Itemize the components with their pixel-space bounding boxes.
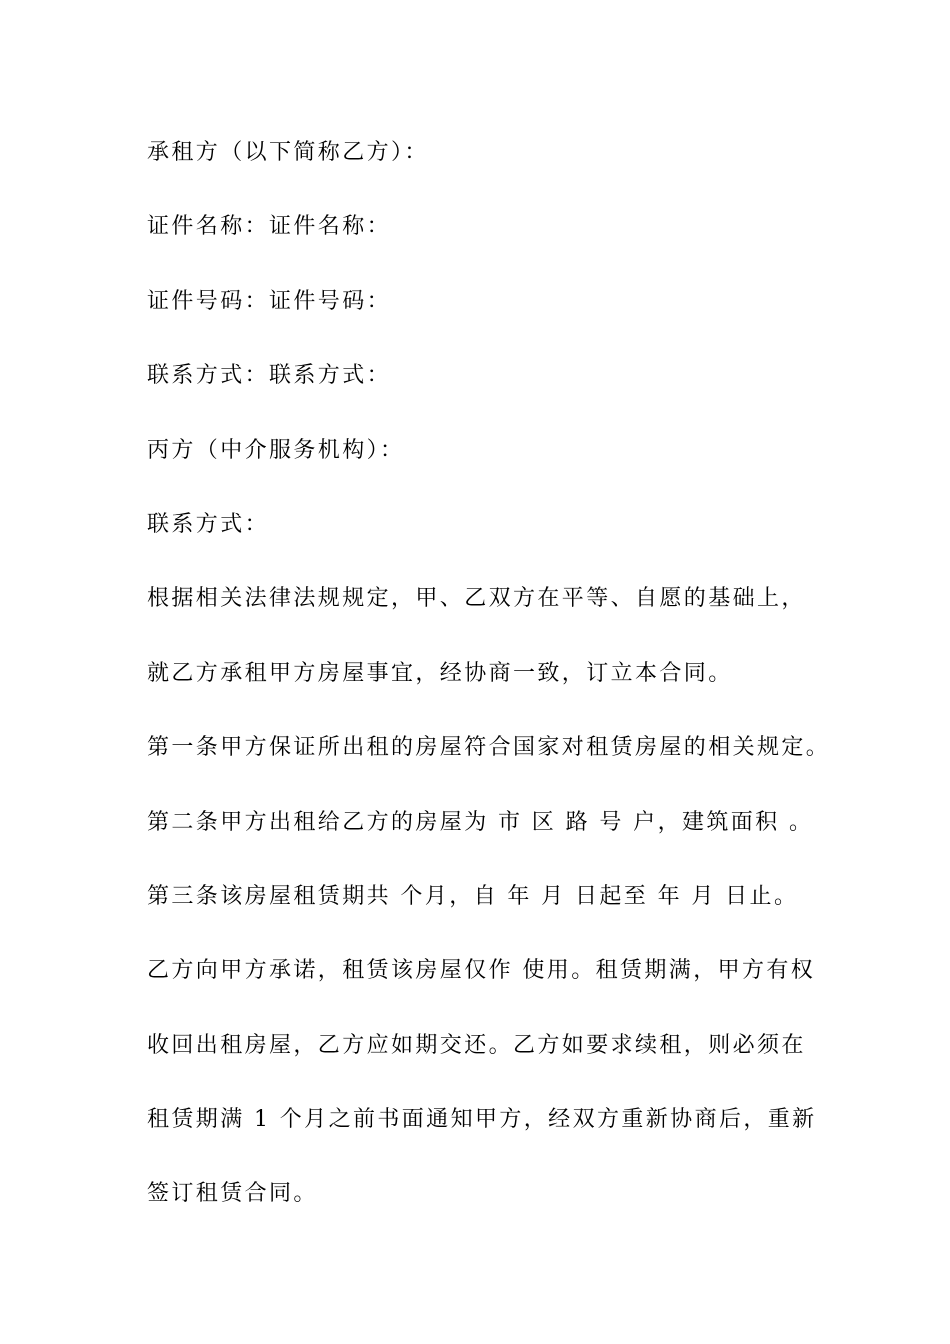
article-3-line: 第三条该房屋租赁期共 个月，自 年 月 日起至 年 月 日止。 [147,883,799,909]
preamble-line-2: 就乙方承租甲方房屋事宜，经协商一致，订立本合同。 [147,660,733,686]
contract-body [147,134,831,1250]
tenant-party-line: 承租方（以下简称乙方）： [147,140,429,165]
paragraph-line-1: 乙方向甲方承诺，租赁该房屋仅作 使用。租赁期满，甲方有权 [147,958,816,984]
contact-line: 联系方式：联系方式： [147,363,392,389]
id-number-line: 证件号码：证件号码： [147,288,392,314]
agency-party-line: 丙方（中介服务机构）： [147,437,405,463]
paragraph-line-3: 租赁期满 1 个月之前书面通知甲方，经双方重新协商后，重新 [147,1107,817,1133]
agency-contact-line: 联系方式： [147,511,270,537]
paragraph-line-4: 签订租赁合同。 [147,1181,318,1207]
id-type-line: 证件名称：证件名称： [147,214,392,240]
preamble-line-1: 根据相关法律法规规定，甲、乙双方在平等、自愿的基础上， [147,586,806,612]
article-2-line: 第二条甲方出租给乙方的房屋为 市 区 路 号 户，建筑面积 。 [147,809,814,835]
paragraph-line-2: 收回出租房屋，乙方应如期交还。乙方如要求续租，则必须在 [147,1032,806,1058]
article-1-line: 第一条甲方保证所出租的房屋符合国家对租赁房屋的相关规定。 [147,735,831,761]
